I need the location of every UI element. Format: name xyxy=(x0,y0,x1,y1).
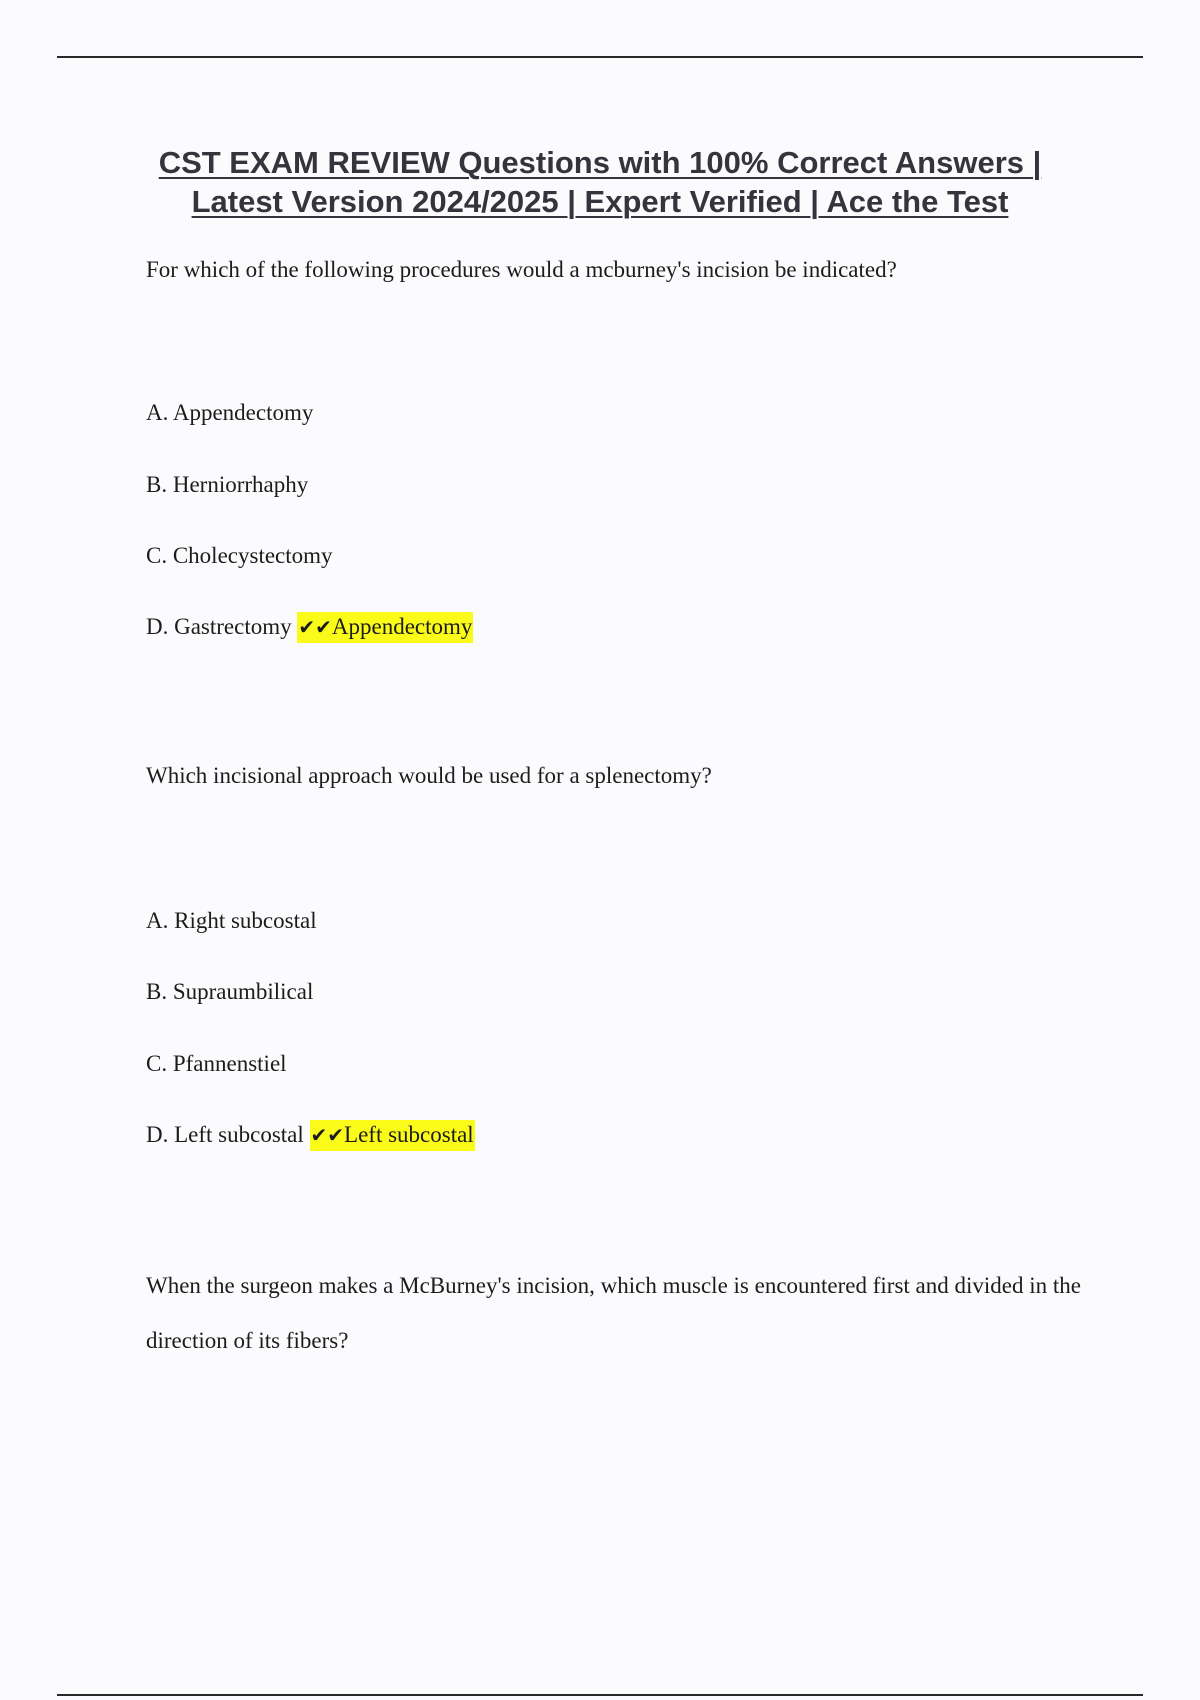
question-1-option-b: B. Herniorrhaphy xyxy=(146,472,309,497)
header-rule xyxy=(57,56,1143,58)
question-2-prompt: Which incisional approach would be used for a splenectomy? xyxy=(146,763,712,788)
document-title xyxy=(100,143,1100,221)
double-check-icon: ✔✔ xyxy=(310,1123,345,1147)
question-2-option-d-label: D. Left subcostal xyxy=(146,1122,304,1147)
question-1-prompt: For which of the following procedures would a mcburney's incision be indicated? xyxy=(146,257,897,282)
question-3-prompt: When the surgeon makes a McBurney's incision, which muscle is encountered first and divided in the direction of its fibers? xyxy=(146,1273,1081,1353)
double-check-icon: ✔✔ xyxy=(298,615,332,639)
footer-rule xyxy=(57,1694,1143,1696)
document-title-line-2: Latest Version 2024/2025 | Expert Verified | Ace the Test xyxy=(191,184,1009,219)
question-2-option-c: C. Pfannenstiel xyxy=(146,1051,287,1076)
question-2-answer xyxy=(310,1120,475,1151)
question-1-option-d-label: D. Gastrectomy xyxy=(146,614,292,639)
question-2-option-b: B. Supraumbilical xyxy=(146,979,314,1004)
question-2-answer-text: Left subcostal xyxy=(344,1122,474,1147)
question-1-answer-text: Appendectomy xyxy=(331,614,473,639)
document-title-line-1: CST EXAM REVIEW Questions with 100% Correct Answers | xyxy=(158,145,1042,180)
question-2-option-d xyxy=(146,1123,475,1147)
question-1-option-d xyxy=(146,615,473,639)
question-1-option-a: A. Appendectomy xyxy=(146,400,314,425)
question-1-answer xyxy=(297,612,473,643)
question-1-option-c: C. Cholecystectomy xyxy=(146,543,333,568)
question-2-option-a: A. Right subcostal xyxy=(146,908,317,933)
